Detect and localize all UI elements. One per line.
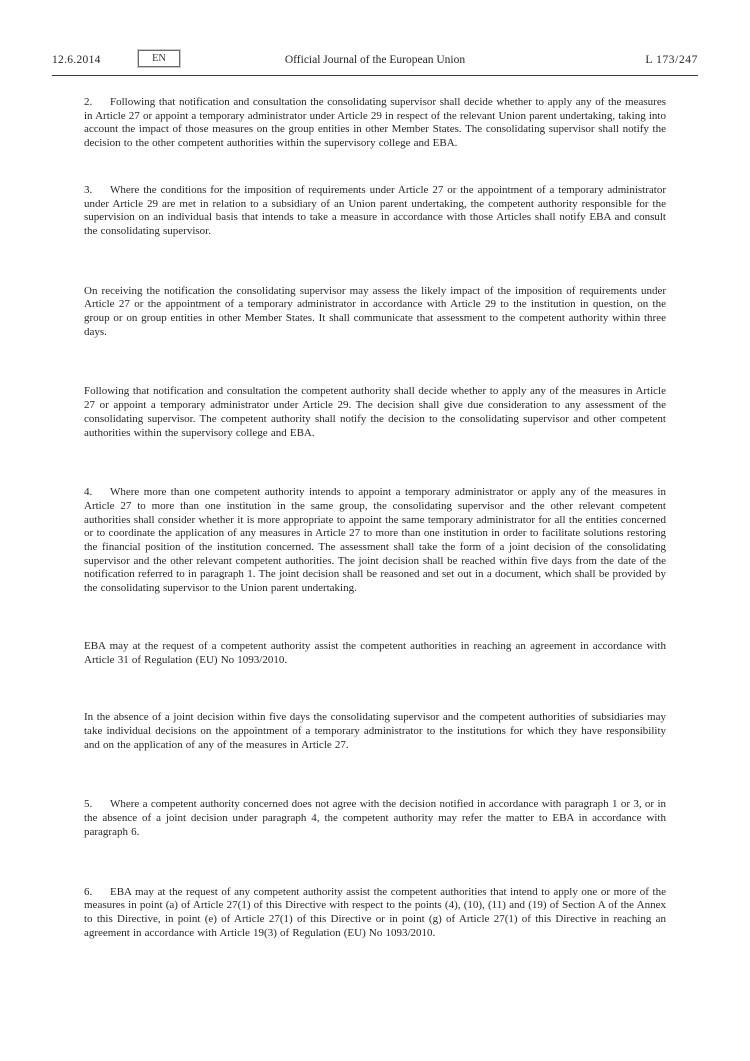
paragraph-6-number: 6. bbox=[84, 885, 93, 898]
paragraph-unnumbered-4 bbox=[84, 711, 666, 752]
paragraph-unnumbered-1 bbox=[84, 285, 666, 340]
paragraph-4-number: 4. bbox=[84, 486, 93, 499]
paragraph-5-number: 5. bbox=[84, 798, 93, 811]
journal-title: Official Journal of the European Union bbox=[284, 54, 466, 66]
paragraph-4-text: Where more than one competent authority intends to appoint a temporary administrator or apply any of the measures in Article 27 to more than one institution in the same group, the consolidating supervisor and the other relevant competent authorities shall consider whether it is more appropriate to appoint the same temporary administrator for all the entities concerned or to coordinate the application of any measures in Article 27 to more than one institution in order to facilitate solutions restoring the financial position of the institution concerned. The assessment shall take the form of a joint decision of the consolidating supervisor and the other relevant competent authorities. The joint decision shall be reached within five days from the date of the notification referred to in paragraph 1. The joint decision shall be reasoned and set out in a document, which shall be provided by the consolidating supervisor to the Union parent undertaking. bbox=[84, 486, 666, 595]
paragraph-2 bbox=[84, 96, 666, 151]
paragraph-unnumbered-2-text: Following that notification and consultation the competent authority shall decide whether to apply any of the measures in Article 27 or appoint a temporary administrator under Article 29. The decision shall give due consideration to any assessment of the consolidating supervisor. The competent authority shall notify the decision to the consolidating supervisor and other competent authorities within the supervisory college and EBA. bbox=[84, 385, 666, 439]
paragraph-4 bbox=[84, 486, 666, 596]
paragraph-2-number: 2. bbox=[84, 96, 93, 108]
paragraph-unnumbered-3-text: EBA may at the request of a competent authority assist the competent authorities in reaching an agreement in accordance with Article 31 of Regulation (EU) No 1093/2010. bbox=[84, 639, 666, 666]
paragraph-2-text: Following that notification and consultation the consolidating supervisor shall decide whether to apply any of the measures in Article 27 or appoint a temporary administrator under Article 29 in respect of the relevant Union parent undertaking, taking into account the impact of those measures on the group entities in other Member States. The consolidating supervisor shall notify the decision to the other competent authorities within the supervisory college and EBA. bbox=[84, 96, 666, 150]
issue-date: 12.6.2014 bbox=[52, 54, 101, 66]
paragraph-6-text: EBA may at the request of any competent authority assist the competent authorities that intend to apply one or more of the measures in point (a) of Article 27(1) of this Directive with respect to the points (4), (10), (11) and (19) of Section A of the Annex to this Directive, in point (e) of Article 27(1) of this Directive or in point (g) of Article 27(1) of this Directive in reaching an agreement in accordance with Article 19(3) of Regulation (EU) No 1093/2010. bbox=[84, 885, 666, 939]
paragraph-unnumbered-2 bbox=[84, 385, 666, 440]
paragraph-unnumbered-1-text: On receiving the notification the consolidating supervisor may assess the likely impact of the imposition of requirements under Article 27 or the appointment of a temporary administrator in accordance with Article 29 to the institution in question, on the group or on group entities in other Member States. It shall communicate that assessment to the competent authority within three days. bbox=[84, 284, 666, 338]
paragraph-3-number: 3. bbox=[84, 183, 93, 196]
paragraph-5-text: Where a competent authority concerned does not agree with the decision notified in accordance with paragraph 1 or 3, or in the absence of a joint decision under paragraph 4, the competent authority may refer the matter to EBA in accordance with paragraph 6. bbox=[84, 798, 666, 838]
page-reference: L 173/247 bbox=[645, 54, 698, 66]
page-header bbox=[52, 50, 698, 72]
paragraph-3-text: Where the conditions for the imposition of requirements under Article 27 or the appointment of a temporary administrator under Article 29 are met in relation to a subsidiary of an Union parent undertaking, the competent authority responsible for the supervision on an individual basis that intends to take a measure in accordance with those Articles shall notify EBA and consult the consolidating supervisor. bbox=[84, 183, 666, 237]
paragraph-3 bbox=[84, 184, 666, 239]
paragraph-unnumbered-3 bbox=[84, 640, 666, 667]
document-body bbox=[84, 96, 666, 986]
language-badge: EN bbox=[138, 50, 180, 67]
paragraph-unnumbered-4-text: In the absence of a joint decision within five days the consolidating supervisor and the competent authorities of subsidiaries may take individual decisions on the appointment of a temporary administrator to the institutions for which they have responsibility and on the application of any of the measures in Article 27. bbox=[84, 711, 666, 751]
paragraph-5 bbox=[84, 798, 666, 839]
paragraph-6 bbox=[84, 886, 666, 941]
header-rule bbox=[52, 75, 698, 76]
